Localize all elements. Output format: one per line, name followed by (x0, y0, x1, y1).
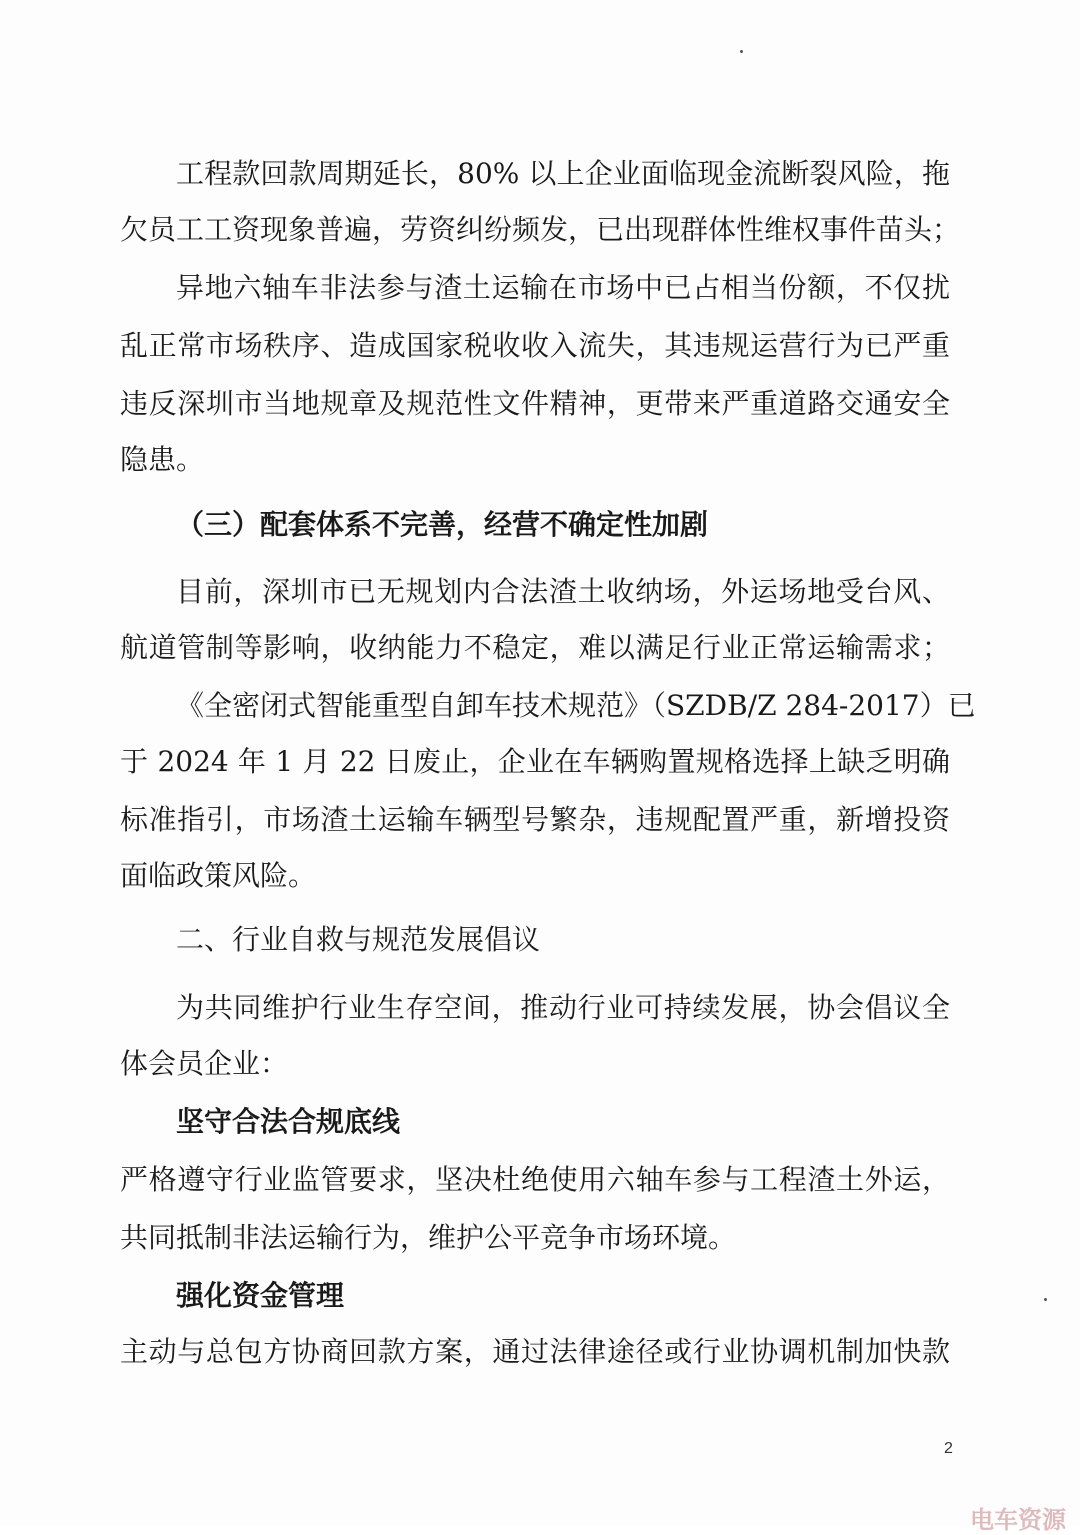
p4-line-4: 面临政策风险。 (120, 859, 317, 892)
watermark: 电车资源 (970, 1506, 1066, 1534)
scan-speck (1044, 1298, 1047, 1301)
section-heading-2: 二、行业自救与规范发展倡议 (176, 923, 541, 956)
p6-line-2: 共同抵制非法运输行为，维护公平竞争市场环境。 (120, 1221, 737, 1254)
p3-line-2: 航道管制等影响，收纳能力不稳定，难以满足行业正常运输需求； (120, 631, 950, 664)
p4-line-3: 标准指引，市场渣土运输车辆型号繁杂，违规配置严重，新增投资 (120, 803, 950, 836)
p5-line-2: 体会员企业： (120, 1047, 289, 1080)
p4-line-2: 于 2024 年 1 月 22 日废止，企业在车辆购置规格选择上缺乏明确 (120, 745, 950, 778)
section-heading-3: （三）配套体系不完善，经营不确定性加剧 (176, 508, 709, 541)
p5-line-1: 为共同维护行业生存空间，推动行业可持续发展，协会倡议全 (176, 991, 950, 1024)
p2-line-2: 乱正常市场秩序、造成国家税收收入流失，其违规运营行为已严重 (120, 329, 950, 362)
subsection-title-compliance: 坚守合法合规底线 (176, 1105, 401, 1138)
scan-speck (740, 50, 743, 53)
p2-line-3: 违反深圳市当地规章及规范性文件精神，更带来严重道路交通安全 (120, 387, 950, 420)
page-number: 2 (944, 1440, 953, 1457)
subsection-title-funds: 强化资金管理 (176, 1279, 345, 1312)
p2-line-1: 异地六轴车非法参与渣土运输在市场中已占相当份额，不仅扰 (176, 271, 950, 304)
p2-line-4: 隐患。 (120, 443, 205, 476)
p7-line-1: 主动与总包方协商回款方案，通过法律途径或行业协调机制加快款 (120, 1335, 950, 1368)
p1-line-1: 工程款回款周期延长，80% 以上企业面临现金流断裂风险，拖 (176, 157, 950, 190)
p3-line-1: 目前，深圳市已无规划内合法渣土收纳场，外运场地受台风、 (176, 575, 950, 608)
p4-line-1: 《全密闭式智能重型自卸车技术规范》（SZDB/Z 284-2017）已 (176, 689, 976, 722)
p6-line-1: 严格遵守行业监管要求，坚决杜绝使用六轴车参与工程渣土外运， (120, 1163, 950, 1196)
p1-line-2: 欠员工工资现象普遍，劳资纠纷频发，已出现群体性维权事件苗头； (120, 213, 961, 246)
